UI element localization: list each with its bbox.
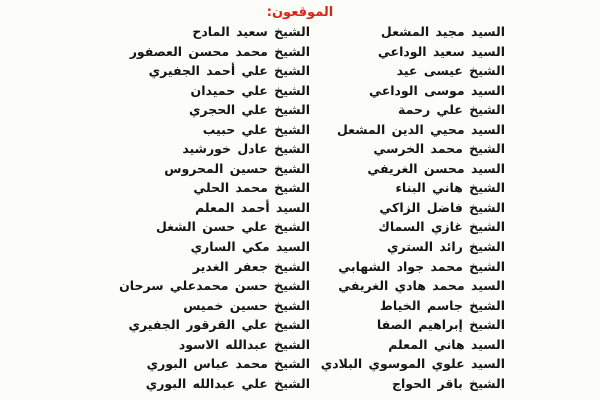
signatory-name: الشيخ علي القرقور الجفيري [128, 317, 310, 333]
signatory-name: الشيخ محمد عباس البوري [146, 356, 310, 372]
signatory-name: السيد موسى الوداعي [369, 82, 505, 98]
signatory-name: السيد أحمد المعلم [195, 199, 310, 215]
signatory-name: السيد علوي الموسوي البلادي [320, 356, 505, 372]
signatory-name: الشيخ باقر الحواج [392, 375, 505, 391]
signatory-name: الشيخ علي أحمد الجفيري [148, 63, 310, 79]
signatory-name: الشيخ سعيد المادح [192, 24, 310, 39]
signatory-name: الشيخ محمد الخرسي [373, 141, 505, 157]
signatory-name: الشيخ فاضل الزاكي [379, 199, 505, 215]
signatory-name: الشيخ علي عبدالله البوري [145, 375, 310, 391]
signatory-name: الشيخ حسين المحروس [164, 160, 310, 176]
signatory-name: الشيخ علي حبيب [202, 121, 310, 137]
signatory-name: الشيخ محمد الحلي [193, 180, 310, 196]
signatory-name: الشيخ علي حميدان [190, 82, 310, 98]
signatory-name: السيد محيي الدين المشعل [336, 121, 505, 137]
signatory-name: الشيخ حسن محمدعلي سرحان [119, 278, 310, 294]
signatory-name: السيد مجيد المشعل [380, 24, 505, 39]
signatory-name: الشيخ رائد الستري [387, 239, 505, 255]
signatory-name: الشيخ علي رحمة [398, 102, 505, 118]
signatory-name: السيد محسن الغريفي [367, 160, 505, 176]
signatory-name: الشيخ جعفر الغدير [192, 258, 310, 274]
signatory-name: الشيخ إبراهيم الصفا [376, 317, 505, 333]
signatory-name: الشيخ عيسى عيد [396, 63, 505, 79]
signatory-name: السيد محمد هادي الغريفي [338, 278, 505, 294]
signatory-name: السيد مكي الساري [190, 239, 310, 255]
signatory-name: الشيخ علي الحجري [188, 102, 310, 118]
signatory-name: الشيخ محمد محسن العصفور [129, 43, 310, 59]
signatories-column-right [310, 22, 505, 393]
signatory-name: السيد سعيد الوداعي [377, 43, 505, 59]
page-title: الموقعون: [266, 5, 334, 20]
signatory-name: الشيخ عبدالله الاسود [178, 336, 310, 352]
signatories-columns [0, 22, 600, 393]
signatory-name: الشيخ محمد جواد الشهابي [338, 258, 505, 274]
signatory-name: الشيخ حسين خميس [183, 297, 310, 313]
signatory-name: الشيخ جاسم الخياط [379, 297, 505, 313]
signatory-name: السيد هاني المعلم [388, 336, 505, 352]
signatory-name: الشيخ علي حسن الشغل [155, 219, 310, 235]
signatory-name: الشيخ هاني البناء [395, 180, 505, 196]
signatory-name: الشيخ غازي السماك [378, 219, 505, 235]
signatory-name: الشيخ عادل خورشيد [182, 141, 310, 157]
signatories-column-left [30, 22, 310, 393]
